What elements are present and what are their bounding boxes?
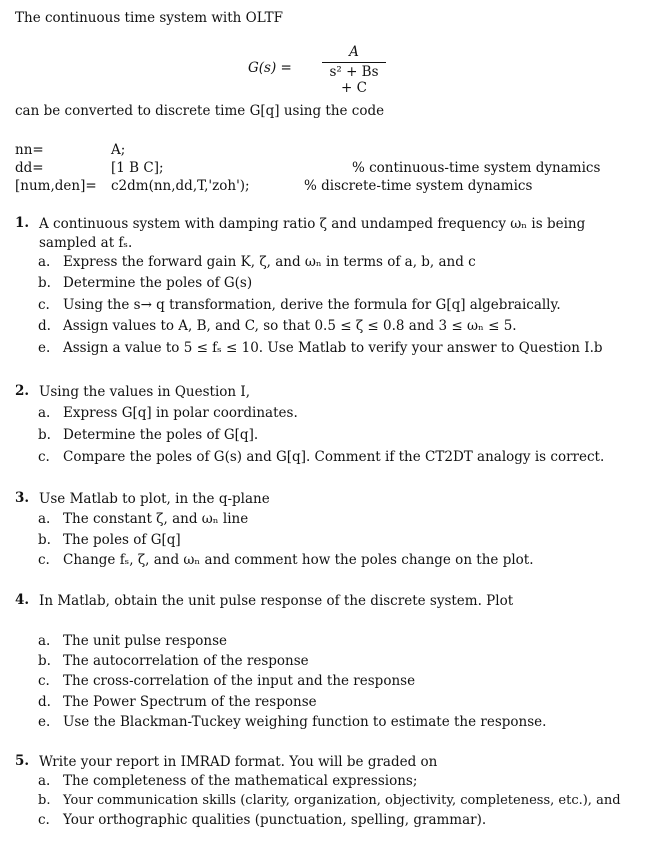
code-var: dd= xyxy=(15,160,44,176)
item-label: a. xyxy=(38,405,51,421)
item-label: b. xyxy=(38,532,51,548)
list-item xyxy=(38,297,561,313)
item-text: The completeness of the mathematical expressions; xyxy=(63,773,418,789)
item-text: The constant ζ, and ωₙ line xyxy=(63,511,249,527)
item-label: d. xyxy=(38,318,51,334)
item-text: Assign values to A, B, and C, so that 0.5 ≤ ζ ≤ 0.8 and 3 ≤ ωₙ ≤ 5. xyxy=(63,318,517,334)
item-label: b. xyxy=(38,793,51,808)
list-item xyxy=(38,449,604,465)
item-label: e. xyxy=(38,340,51,356)
list-item xyxy=(38,427,258,443)
question-text: A continuous system with damping ratio ζ and undamped frequency ωₙ is being sampled at fₛ. xyxy=(39,216,586,251)
list-item xyxy=(38,633,227,649)
list-item xyxy=(38,812,486,828)
item-label: a. xyxy=(38,773,51,789)
intro-line-2: can be converted to discrete time G[q] using the code xyxy=(15,103,385,119)
question-text: Write your report in IMRAD format. You will be graded on xyxy=(39,754,438,770)
item-label: b. xyxy=(38,427,51,443)
item-text: Express G[q] in polar coordinates. xyxy=(63,405,298,421)
list-item xyxy=(38,340,603,356)
item-text: The poles of G[q] xyxy=(63,532,181,548)
intro-line: The continuous time system with OLTF xyxy=(15,10,283,26)
item-text: Compare the poles of G(s) and G[q]. Comment if the CT2DT analogy is correct. xyxy=(63,449,605,465)
question-number: 1. xyxy=(15,215,30,231)
item-label: c. xyxy=(38,673,50,689)
item-text: Your communication skills (clarity, organization, objectivity, completeness, etc.), and xyxy=(63,793,621,808)
item-text: The cross-correlation of the input and the response xyxy=(63,673,416,689)
item-label: e. xyxy=(38,714,51,730)
item-label: b. xyxy=(38,653,51,669)
item-text: Your orthographic qualities (punctuation, spelling, grammar). xyxy=(63,812,487,828)
question-number: 2. xyxy=(15,383,30,399)
question-text: In Matlab, obtain the unit pulse response of the discrete system. Plot xyxy=(39,593,514,609)
item-label: c. xyxy=(38,552,50,568)
list-item xyxy=(38,793,621,808)
item-label: a. xyxy=(38,511,51,527)
code-var: nn= xyxy=(15,142,44,158)
item-label: c. xyxy=(38,812,50,828)
item-text: Determine the poles of G(s) xyxy=(63,275,253,291)
list-item xyxy=(38,275,252,291)
list-item xyxy=(38,532,181,548)
code-expr: [1 B C]; xyxy=(111,160,164,176)
fraction-bar xyxy=(322,62,386,63)
list-item xyxy=(38,254,476,270)
item-label: a. xyxy=(38,254,51,270)
item-label: d. xyxy=(38,694,51,710)
item-label: a. xyxy=(38,633,51,649)
item-text: Using the s→ q transformation, derive the formula for G[q] algebraically. xyxy=(63,297,561,313)
question-number: 5. xyxy=(15,753,30,769)
list-item xyxy=(38,318,517,334)
code-expr: A; xyxy=(111,142,126,158)
item-text: Express the forward gain K, ζ, and ωₙ in terms of a, b, and c xyxy=(63,254,476,270)
question-text: Using the values in Question I, xyxy=(39,384,251,400)
list-item xyxy=(38,673,415,689)
item-label: c. xyxy=(38,449,50,465)
equation-numerator: A xyxy=(349,44,359,60)
list-item xyxy=(38,773,417,789)
question-number: 3. xyxy=(15,490,30,506)
question-text: Use Matlab to plot, in the q-plane xyxy=(39,491,270,507)
question-number: 4. xyxy=(15,592,30,608)
list-item xyxy=(38,714,546,730)
item-text: The Power Spectrum of the response xyxy=(63,694,317,710)
list-item xyxy=(38,694,317,710)
item-label: c. xyxy=(38,297,50,313)
code-comment: % discrete-time system dynamics xyxy=(304,178,533,194)
list-item xyxy=(38,511,248,527)
code-expr: c2dm(nn,dd,T,'zoh'); xyxy=(111,178,250,194)
code-var: [num,den]= xyxy=(15,178,97,194)
equation-lhs: G(s) = xyxy=(248,60,292,76)
list-item xyxy=(38,405,298,421)
list-item xyxy=(38,552,534,568)
item-text: Determine the poles of G[q]. xyxy=(63,427,259,443)
item-text: Use the Blackman-Tuckey weighing function to estimate the response. xyxy=(63,714,547,730)
item-text: Change fₛ, ζ, and ωₙ and comment how the poles change on the plot. xyxy=(63,552,534,568)
item-text: Assign a value to 5 ≤ fₛ ≤ 10. Use Matlab to verify your answer to Question I.b xyxy=(63,340,603,356)
item-text: The autocorrelation of the response xyxy=(63,653,309,669)
item-label: b. xyxy=(38,275,51,291)
transfer-function-fraction xyxy=(322,44,386,96)
equation-denominator: s² + Bs + C xyxy=(329,64,379,96)
item-text: The unit pulse response xyxy=(63,633,228,649)
code-comment: % continuous-time system dynamics xyxy=(352,160,601,176)
list-item xyxy=(38,653,309,669)
